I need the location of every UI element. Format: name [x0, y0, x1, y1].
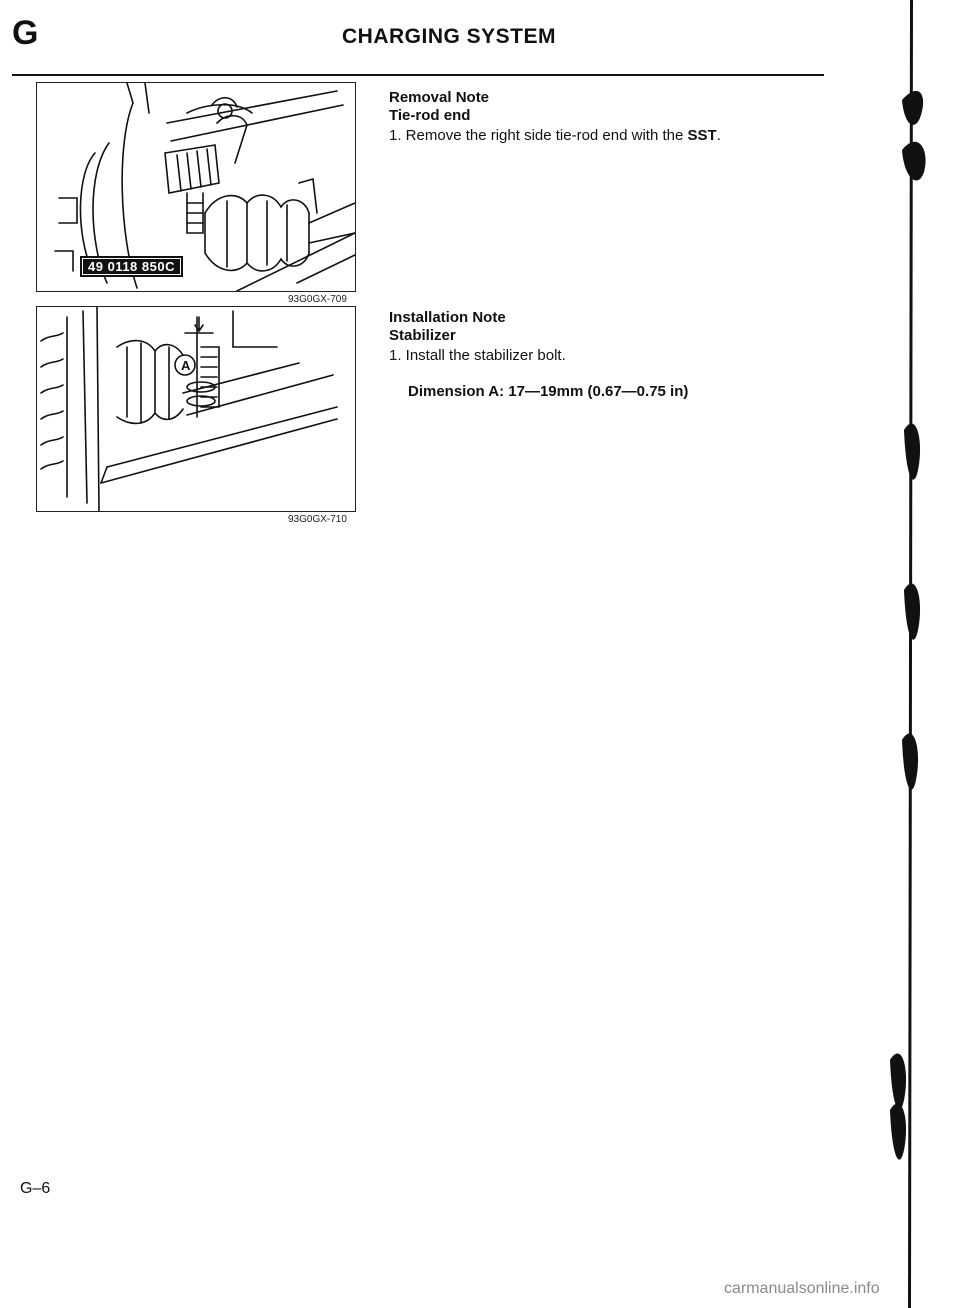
sst-tool-label: 49 0118 850C	[80, 256, 183, 277]
figure-code-1: 93G0GX-709	[288, 294, 347, 305]
figure-code-2: 93G0GX-710	[288, 514, 347, 525]
removal-step-text: 1. Remove the right side tie-rod end with the	[389, 127, 688, 144]
removal-step	[389, 126, 721, 146]
stabilizer-heading: Stabilizer	[389, 327, 456, 344]
dimension-spec: Dimension A: 17—19mm (0.67—0.75 in)	[408, 383, 689, 400]
removal-note-heading: Removal Note	[389, 89, 490, 106]
stabilizer-illustration	[37, 307, 355, 511]
tie-rod-end-heading: Tie-rod end	[389, 107, 471, 124]
sst-term: SST	[687, 127, 717, 144]
binding-edge	[880, 0, 960, 1308]
page-title: CHARGING SYSTEM	[342, 25, 557, 48]
figure-stabilizer	[36, 306, 356, 512]
removal-step-end: .	[716, 127, 721, 144]
installation-step: 1. Install the stabilizer bolt.	[389, 347, 566, 364]
removal-note-block	[389, 89, 721, 146]
watermark: carmanualsonline.info	[724, 1280, 880, 1297]
installation-note-heading: Installation Note	[389, 309, 506, 326]
page-number: G–6	[20, 1180, 51, 1197]
header-rule	[12, 74, 824, 76]
point-a-label: A	[181, 358, 191, 373]
section-letter: G	[12, 14, 39, 52]
installation-note-block	[389, 309, 566, 366]
